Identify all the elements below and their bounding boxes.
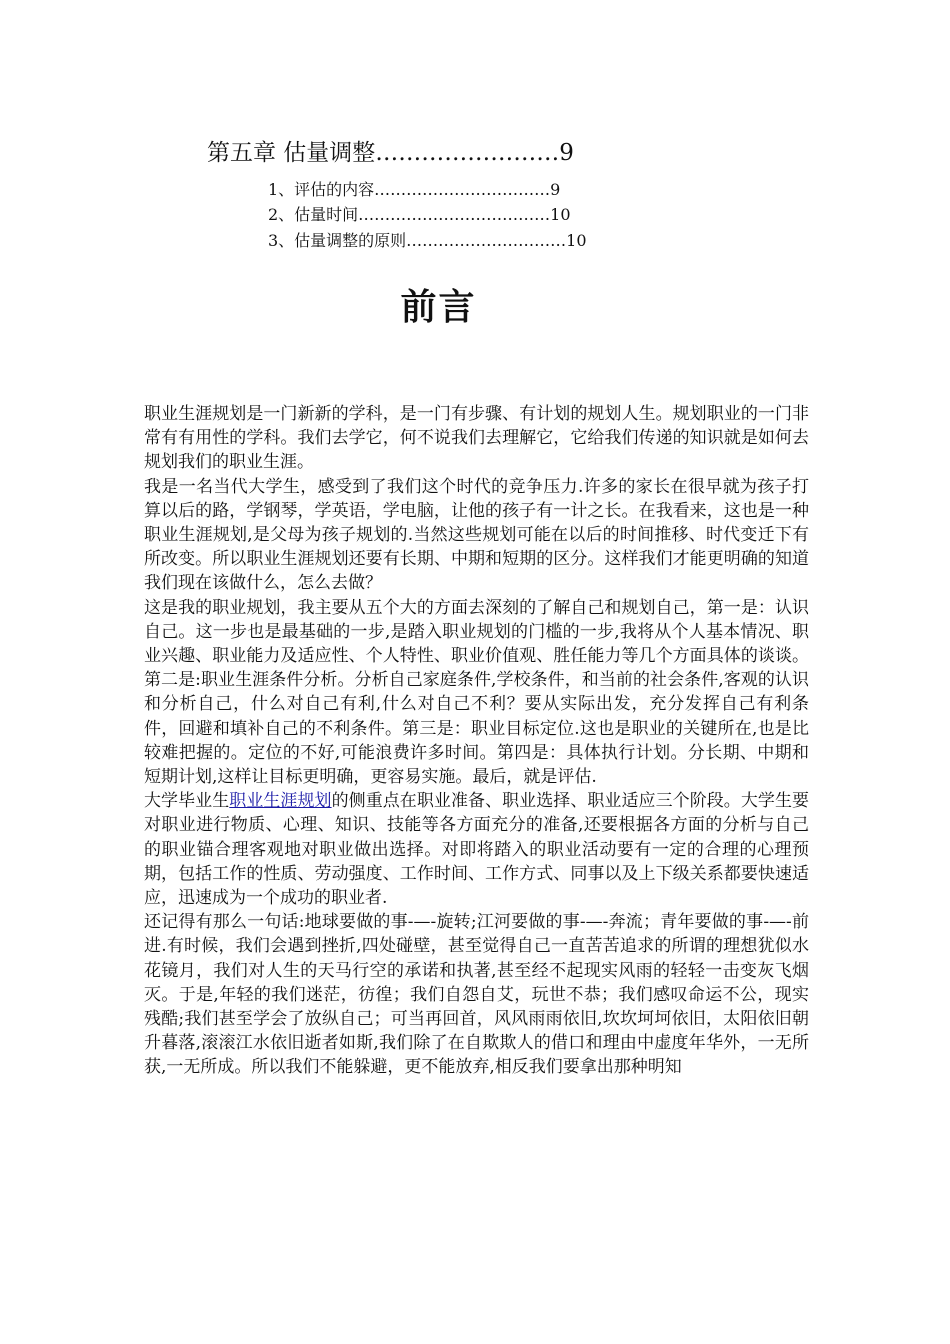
page-title: 前言 [400,286,477,328]
paragraph-4-text-after: 的侧重点在职业准备、职业选择、职业适应三个阶段。大学生要对职业进行物质、心理、知识、技能等各方面充分的准备,还要根据各方面的分析与自己的职业锚合理客观地对职业做出选择。对即将踏入的职业活动要有一定的合理的心理预期，包括工作的性质、劳动强度、工作时间、工作方式、同事以及上下级关系都要快速适应，迅速成为一个成功的职业者. [144,791,810,909]
toc-item-2: 2、估量时间………………………………10 [268,205,571,224]
paragraph-4 [144,789,809,910]
paragraph-2: 我是一名当代大学生，感受到了我们这个时代的竞争压力.许多的家长在很早就为孩子打算以后的路，学钢琴，学英语，学电脑，让他的孩子有一计之长。在我看来，这也是一种职业生涯规划,是父母为孩子规划的.当然这些规划可能在以后的时间推移、时代变迁下有所改变。所以职业生涯规划还要有长期、中期和短期的区分。这样我们才能更明确的知道我们现在该做什么，怎么去做？ [144,476,809,594]
toc-item-3: 3、估量调整的原则…………………………10 [268,231,587,250]
toc-item-1: 1、评估的内容……………………………9 [268,180,561,199]
paragraph-5: 还记得有那么一句话:地球要做的事-—-旋转;江河要做的事-—-奔流；青年要做的事-—-前进.有时候，我们会遇到挫折,四处碰壁，甚至觉得自己一直苦苦追求的所谓的理想犹似水花镜月，我们对人生的天马行空的承诺和执著,甚至经不起现实风雨的轻轻一击变灰飞烟灭。于是,年轻的我们迷茫，彷徨；我们自怨自艾，玩世不恭；我们感叹命运不公，现实残酷;我们甚至学会了放纵自己；可当再回首，风风雨雨依旧,坎坎坷坷依旧，太阳依旧朝升暮落,滚滚江水依旧逝者如斯,我们除了在自欺欺人的借口和理由中虚度年华外，一无所获,一无所成。所以我们不能躲避，更不能放弃,相反我们要拿出那种明知 [144,912,809,1078]
paragraph-3: 这是我的职业规划，我主要从五个大的方面去深刻的了解自己和规划自己，第一是：认识自己。这一步也是最基础的一步,是踏入职业规划的门槛的一步,我将从个人基本情况、职业兴趣、职业能力及适应性、个人特性、职业价值观、胜任能力等几个方面具体的谈谈。第二是:职业生涯条件分析。分析自己家庭条件,学校条件，和当前的社会条件,客观的认识和分析自己，什么对自己有利,什么对自己不利？要从实际出发，充分发挥自己有利条件，回避和填补自己的不利条件。第三是：职业目标定位.这也是职业的关键所在,也是比较难把握的。定位的不好,可能浪费许多时间。第四是：具体执行计划。分长期、中期和短期计划,这样让目标更明确，更容易实施。最后，就是评估. [144,597,809,788]
paragraph-4-text-before: 大学毕业生 [144,791,230,812]
paragraph-1: 职业生涯规划是一门新新的学科，是一门有步骤、有计划的规划人生。规划职业的一门非常有有用性的学科。我们去学它，何不说我们去理解它，它给我们传递的知识就是如何去规划我们的职业生涯。 [144,404,809,473]
career-planning-link[interactable]: 职业生涯规划 [229,791,332,812]
toc-chapter-5: 第五章 估量调整……………………9 [207,140,574,166]
body-text [144,402,809,1080]
